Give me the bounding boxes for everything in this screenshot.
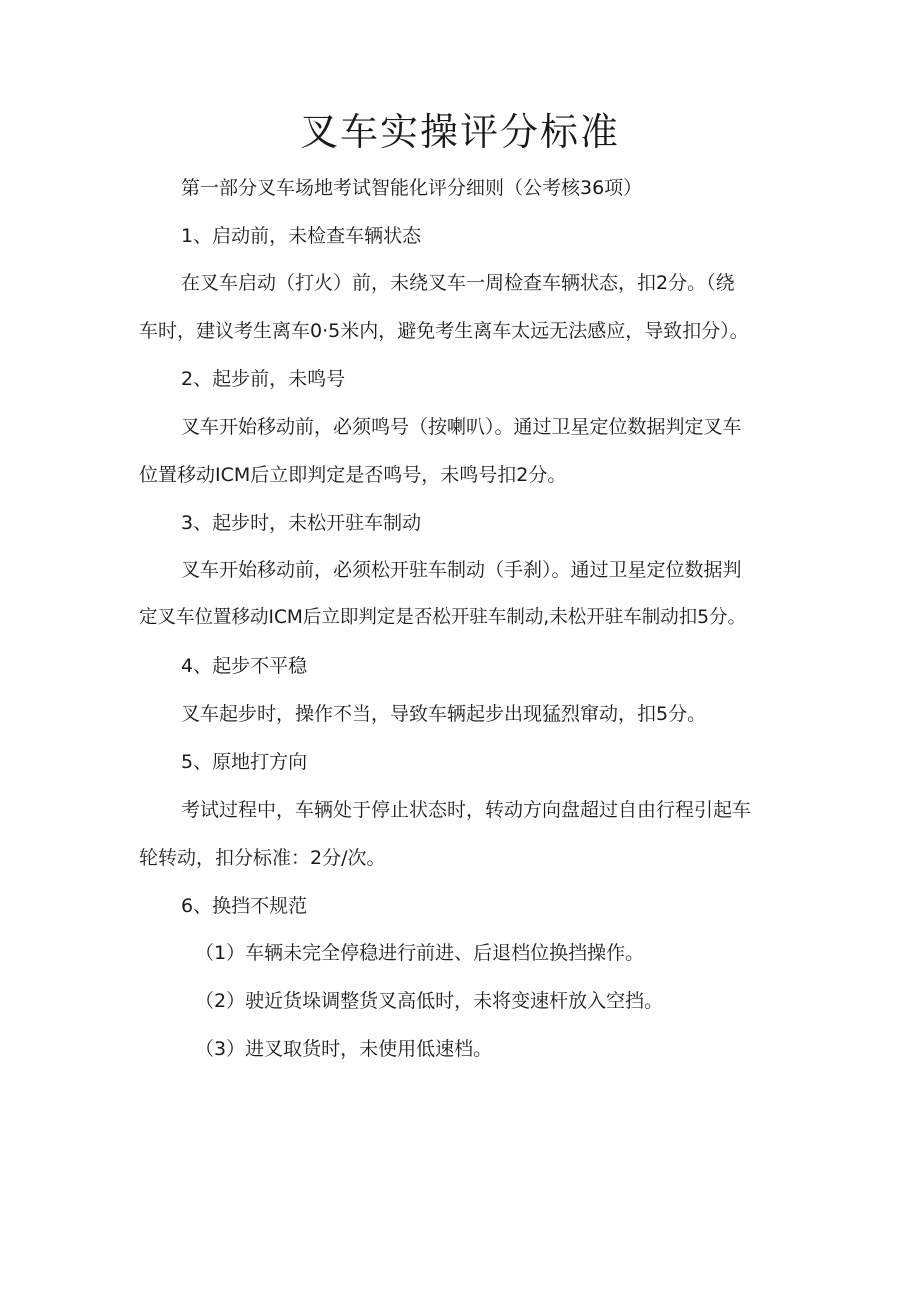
item-1-heading: 1、启动前，未检查车辆状态 (181, 225, 422, 247)
item-4-body-line1: 叉车起步时，操作不当，导致车辆起步出现猛烈窜动，扣5分。 (181, 703, 707, 725)
item-6-heading: 6、换挡不规范 (181, 895, 308, 917)
item-4-heading: 4、起步不平稳 (181, 655, 308, 677)
item-5-heading: 5、原地打方向 (181, 751, 308, 773)
item-3-body-line2: 定叉车位置移动ICM后立即判定是否松开驻车制动,未松开驻车制动扣5分。 (139, 607, 746, 628)
item-6-sub-3: （3）进叉取货时，未使用低速档。 (195, 1038, 493, 1060)
item-6-sub-2: （2）驶近货垛调整货叉高低时，未将变速杆放入空挡。 (195, 990, 664, 1012)
item-6-sub-1: （1）车辆未完全停稳进行前进、后退档位换挡操作。 (195, 942, 645, 964)
item-2-body-line2: 位置移动ICM后立即判定是否鸣号，未鸣号扣2分。 (139, 464, 567, 486)
item-2-heading: 2、起步前，未鸣号 (181, 368, 346, 390)
item-3-body-line1: 叉车开始移动前，必须松开驻车制动（手刹）。通过卫星定位数据判 (181, 559, 742, 581)
item-5-body-line2: 轮转动，扣分标准：2分/次。 (139, 847, 386, 869)
section-heading: 第一部分叉车场地考试智能化评分细则（公考核36项） (181, 177, 643, 199)
item-3-heading: 3、起步时，未松开驻车制动 (181, 512, 422, 534)
document-title: 叉车实操评分标准 (299, 110, 620, 154)
item-1-body-line1: 在叉车启动（打火）前，未绕叉车一周检查车辆状态，扣2分。（绕 (181, 272, 735, 294)
item-2-body-line1: 叉车开始移动前，必须鸣号（按喇叭）。通过卫星定位数据判定叉车 (181, 416, 742, 438)
item-1-body-line2: 车时，建议考生离车0·5米内，避免考生离车太远无法感应，导致扣分）。 (139, 320, 749, 342)
item-5-body-line1: 考试过程中，车辆处于停止状态时，转动方向盘超过自由行程引起车 (181, 799, 752, 821)
